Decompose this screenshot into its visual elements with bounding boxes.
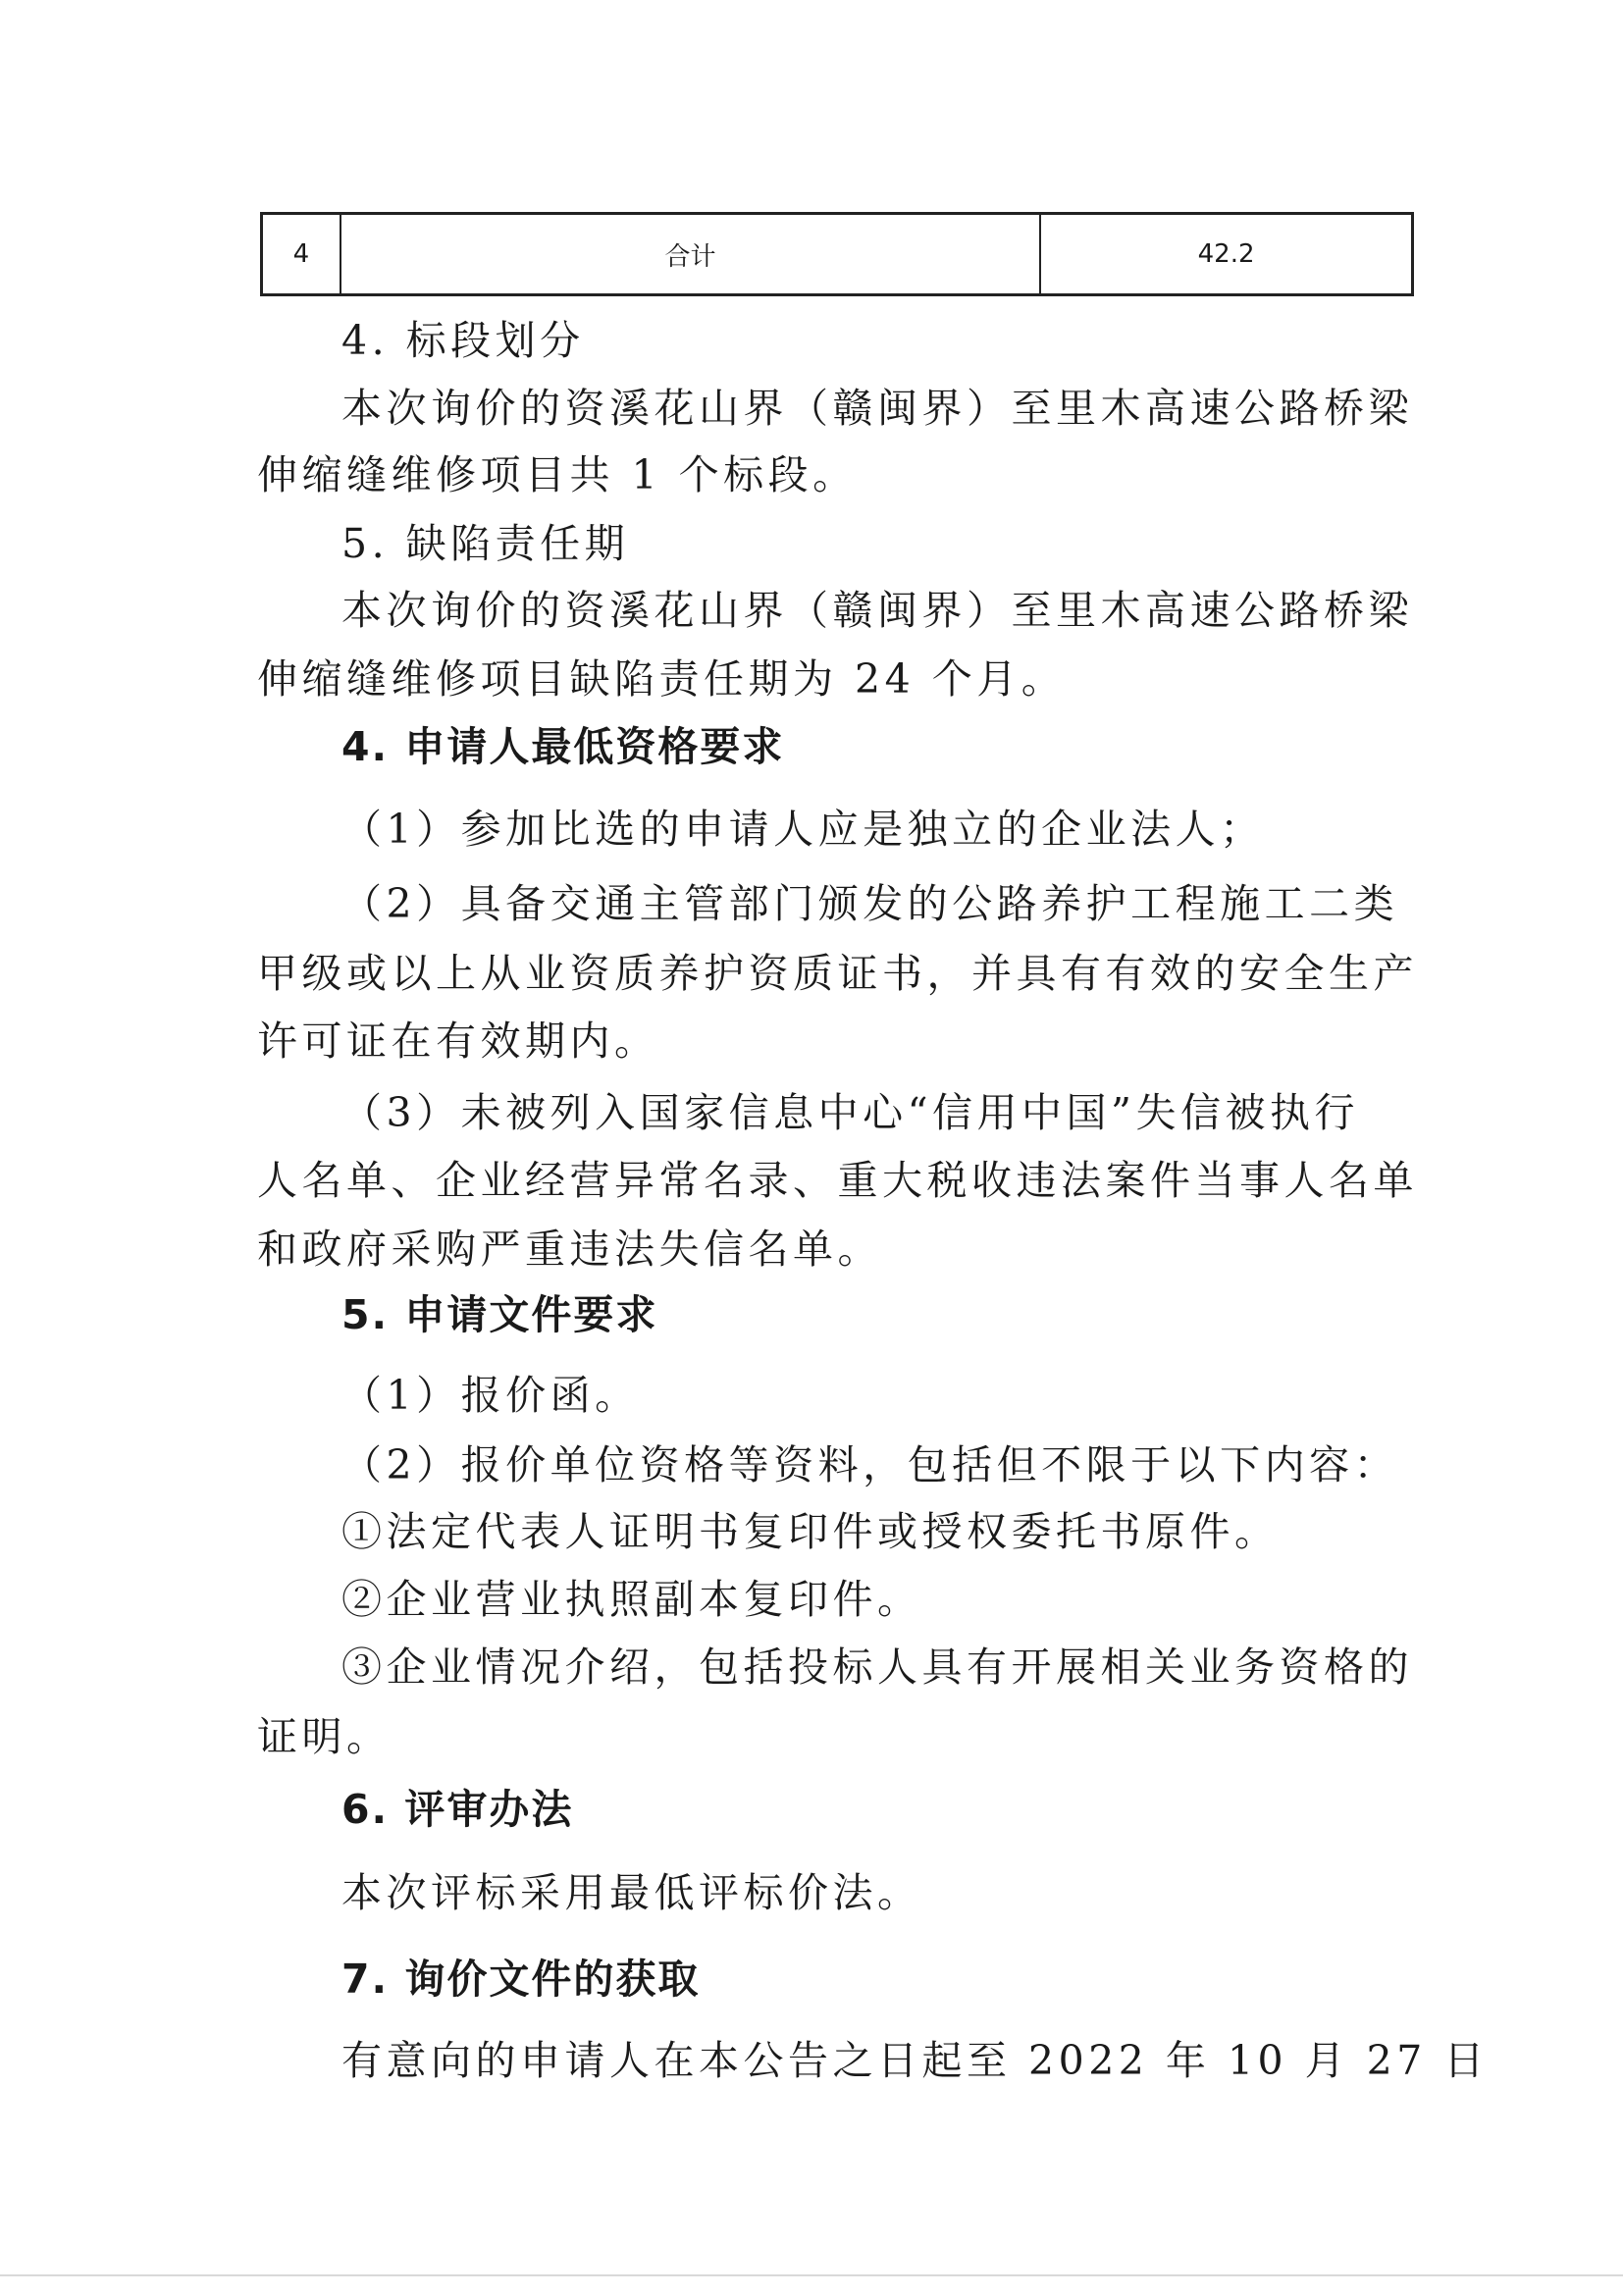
paragraph-line: （1）报价函。 bbox=[341, 1372, 640, 1419]
scan-bottom-edge bbox=[0, 2274, 1623, 2276]
paragraph-line: 许可证在有效期内。 bbox=[257, 1018, 659, 1065]
table-row bbox=[262, 214, 1413, 295]
paragraph-line: 有意向的申请人在本公告之日起至 2022 年 10 月 27 日 bbox=[341, 2037, 1489, 2084]
paragraph-line: 伸缩缝维修项目缺陷责任期为 24 个月。 bbox=[257, 655, 1067, 703]
paragraph-line: 和政府采购严重违法失信名单。 bbox=[257, 1226, 882, 1273]
paragraph-line: 本次评标采用最低评标价法。 bbox=[341, 1869, 922, 1916]
section-heading: 7. 询价文件的获取 bbox=[341, 1956, 701, 2003]
paragraph-line: ②企业营业执照副本复印件。 bbox=[341, 1576, 922, 1623]
paragraph-line: 证明。 bbox=[257, 1713, 392, 1760]
paragraph-line: （3）未被列入国家信息中心“信用中国”失信被执行 bbox=[341, 1089, 1360, 1136]
row-value-cell: 42.2 bbox=[1040, 214, 1412, 295]
paragraph-line: 伸缩缝维修项目共 1 个标段。 bbox=[257, 451, 858, 498]
row-name-cell: 合计 bbox=[340, 214, 1040, 295]
paragraph-line: （2）报价单位资格等资料，包括但不限于以下内容： bbox=[341, 1441, 1399, 1488]
section-heading: 4. 申请人最低资格要求 bbox=[341, 723, 785, 770]
subsection-heading: 4. 标段划分 bbox=[341, 317, 585, 364]
paragraph-line: 本次询价的资溪花山界（赣闽界）至里木高速公路桥梁 bbox=[341, 587, 1413, 634]
paragraph-line: （1）参加比选的申请人应是独立的企业法人； bbox=[341, 806, 1265, 853]
paragraph-line: 本次询价的资溪花山界（赣闽界）至里木高速公路桥梁 bbox=[341, 385, 1413, 432]
paragraph-line: ①法定代表人证明书复印件或授权委托书原件。 bbox=[341, 1508, 1280, 1555]
paragraph-line: （2）具备交通主管部门颁发的公路养护工程施工二类 bbox=[341, 880, 1399, 927]
paragraph-line: 人名单、企业经营异常名录、重大税收违法案件当事人名单 bbox=[257, 1157, 1418, 1204]
section-heading: 6. 评审办法 bbox=[341, 1786, 574, 1833]
section-heading: 5. 申请文件要求 bbox=[341, 1291, 658, 1338]
paragraph-line: ③企业情况介绍，包括投标人具有开展相关业务资格的 bbox=[341, 1644, 1413, 1691]
subsection-heading: 5. 缺陷责任期 bbox=[341, 520, 630, 567]
summary-table bbox=[260, 212, 1414, 296]
paragraph-line: 甲级或以上从业资质养护资质证书，并具有有效的安全生产 bbox=[257, 950, 1418, 997]
row-index-cell: 4 bbox=[262, 214, 340, 295]
